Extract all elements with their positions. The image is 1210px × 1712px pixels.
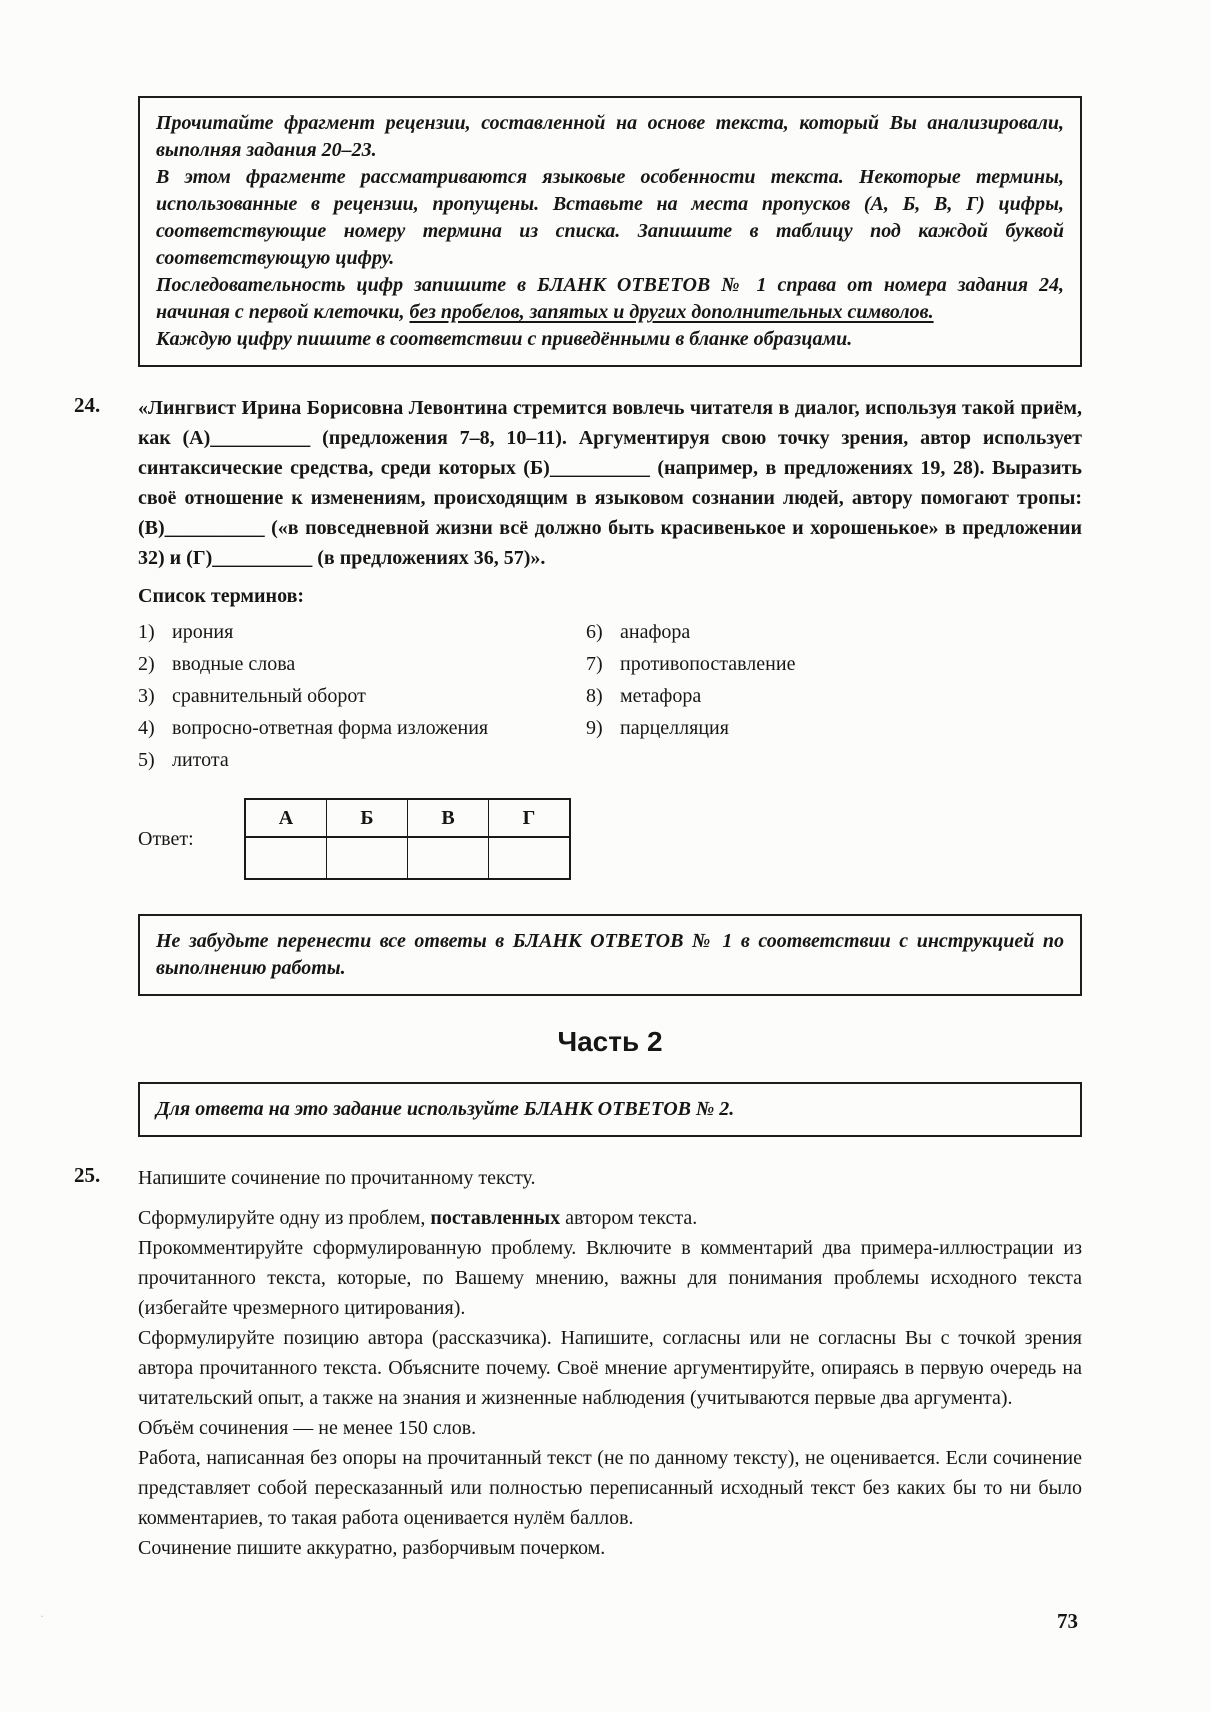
transfer-note-text: Не забудьте перенести все ответы в БЛАНК ОТВЕТОВ № 1 в соответствии с инструкцией по выполнению работы. <box>156 930 1064 979</box>
answer-header-cell-g: Г <box>489 799 571 837</box>
task25-paragraph-3: Сформулируйте позицию автора (рассказчика). Напишите, согласны или не согласны Вы с точкой зрения автора прочитанного текста. Объясните почему. Своё мнение аргументируйте, опираясь в первую очередь на читательский опыт, а также на знания и жизненные наблюдения (учитываются первые два аргумента). <box>138 1327 1082 1409</box>
term-item-4 <box>138 712 586 744</box>
term-label: вводные слова <box>172 653 296 675</box>
term-label: ирония <box>172 621 234 643</box>
term-number: 5) <box>138 749 155 771</box>
task24-instruction-box <box>138 96 1082 367</box>
instruction-paragraph-1: Прочитайте фрагмент рецензии, составленной на основе текста, который Вы анализировали, выполняя задания 20–23. <box>156 112 1064 161</box>
term-label: литота <box>172 749 229 771</box>
scan-artifact-mark: · <box>40 1609 44 1623</box>
task25-p1-prefix: Сформулируйте одну из проблем, <box>138 1207 431 1229</box>
answer-value-row <box>245 837 570 879</box>
task24 <box>74 393 1082 880</box>
task25-number: 25. <box>74 1163 101 1187</box>
answer-table <box>244 798 571 880</box>
task25-paragraph-2: Прокомментируйте сформулированную проблему. Включите в комментарий два примера-иллюстрации из прочитанного текста, которые, по Вашему мнению, важны для понимания проблемы исходного текста (избегайте чрезмерного цитирования). <box>138 1237 1082 1319</box>
task25-paragraph-4: Объём сочинения — не менее 150 слов. <box>138 1417 477 1439</box>
term-item-5 <box>138 744 586 776</box>
blank2-note-box <box>138 1082 1082 1137</box>
transfer-note-box <box>138 914 1082 996</box>
task25-paragraph-5: Работа, написанная без опоры на прочитанный текст (не по данному тексту), не оценивается. Если сочинение представляет собой пересказанный или полностью переписанный исходный текст без каких бы то ни было комментариев, то такая работа оценивается нулём баллов. <box>138 1447 1082 1529</box>
term-label: сравнительный оборот <box>172 685 366 707</box>
blank2-note-text: Для ответа на это задание используйте БЛАНК ОТВЕТОВ № 2. <box>156 1098 735 1120</box>
instruction-paragraph-4: Каждую цифру пишите в соответствии с приведёнными в бланке образцами. <box>156 328 853 350</box>
term-item-6 <box>586 616 795 648</box>
answer-header-cell-v: В <box>408 799 489 837</box>
answer-value-cell-v <box>408 837 489 879</box>
term-label: парцелляция <box>620 717 729 739</box>
task25-paragraph-1 <box>138 1203 1082 1233</box>
terms-list-left <box>138 616 586 776</box>
term-item-7 <box>586 648 795 680</box>
term-number: 4) <box>138 717 155 739</box>
term-number: 3) <box>138 685 155 707</box>
instruction-p3-underlined: без пробелов, запятых и других дополнительных символов. <box>409 301 934 323</box>
task25-paragraph-6: Сочинение пишите аккуратно, разборчивым почерком. <box>138 1537 606 1559</box>
instruction-p3-prefix: Последовательность цифр запишите в БЛАНК ОТВЕТОВ № 1 справа от номера задания 24, начиная с первой клеточки, <box>156 274 1064 323</box>
instruction-paragraph-3 <box>156 272 1064 326</box>
terms-list-right <box>586 616 795 776</box>
term-item-2 <box>138 648 586 680</box>
answer-value-cell-b <box>327 837 408 879</box>
term-label: метафора <box>620 685 702 707</box>
instruction-paragraph-2: В этом фрагменте рассматриваются языковые особенности текста. Некоторые термины, использованные в рецензии, пропущены. Вставьте на места пропусков (А, Б, В, Г) цифры, соответствующие номеру термина из списка. Запишите в таблицу под каждой буквой соответствующую цифру. <box>156 166 1064 269</box>
term-item-9 <box>586 712 795 744</box>
term-item-8 <box>586 680 795 712</box>
task25-line1: Напишите сочинение по прочитанному тексту. <box>138 1167 536 1189</box>
term-number: 1) <box>138 621 155 643</box>
task25-text <box>138 1163 1082 1563</box>
terms-list-title: Список терминов: <box>138 585 305 607</box>
page-content <box>74 96 1082 1563</box>
term-number: 8) <box>586 685 603 707</box>
term-item-1 <box>138 616 586 648</box>
term-label: противопоставление <box>620 653 796 675</box>
task25 <box>74 1163 1082 1563</box>
term-label: вопросно-ответная форма изложения <box>172 717 489 739</box>
part2-title: Часть 2 <box>557 1026 663 1057</box>
answer-header-cell-a: А <box>245 799 327 837</box>
task24-number: 24. <box>74 393 101 417</box>
term-number: 2) <box>138 653 155 675</box>
term-number: 7) <box>586 653 603 675</box>
term-label: анафора <box>620 621 691 643</box>
task24-text: «Лингвист Ирина Борисовна Левонтина стремится вовлечь читателя в диалог, используя такой приём, как (А)__________ (предложения 7–8, 10–11). Аргументируя свою точку зрения, автор использует синтаксические средства, среди которых (Б)__________ (например, в предложениях 19, 28). Выразить своё отношение к изменениям, происходящим в языковом сознании людей, автору помогают тропы: (В)__________ («в повседневной жизни всё должно быть красивенькое и хорошенькое» в предложении 32) и (Г)__________ (в предложениях 36, 57)». <box>138 397 1082 569</box>
answer-label: Ответ: <box>138 827 194 850</box>
page-number: 73 <box>1057 1609 1078 1633</box>
answer-value-cell-a <box>245 837 327 879</box>
term-item-3 <box>138 680 586 712</box>
term-number: 6) <box>586 621 603 643</box>
answer-header-row <box>245 799 570 837</box>
answer-header-cell-b: Б <box>327 799 408 837</box>
task25-p1-suffix: автором текста. <box>560 1207 698 1229</box>
term-number: 9) <box>586 717 603 739</box>
answer-value-cell-g <box>489 837 571 879</box>
answer-section <box>138 798 1082 880</box>
task25-p1-bold: поставленных <box>430 1207 561 1229</box>
terms-list <box>138 616 1082 776</box>
